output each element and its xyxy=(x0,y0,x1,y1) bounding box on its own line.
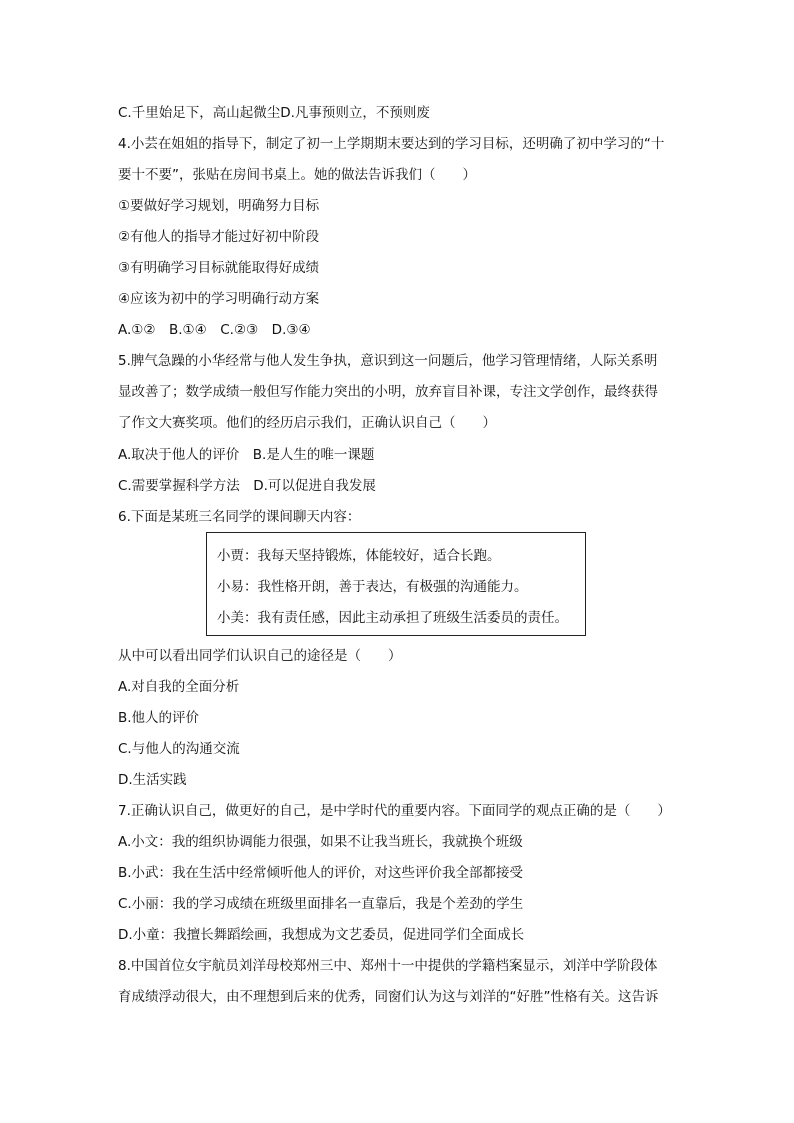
question-7-option-a: A.小文：我的组织协调能力很强，如果不让我当班长，我就换个班级 xyxy=(118,834,523,850)
question-5-text-line-3: 了作文大赛奖项。他们的经历启示我们，正确认识自己（ ） xyxy=(118,415,496,431)
question-7-text: 7.正确认识自己，做更好的自己，是中学时代的重要内容。下面同学的观点正确的是（ ） xyxy=(118,803,671,819)
question-7-option-d: D.小童：我擅长舞蹈绘画，我想成为文艺委员，促进同学们全面成长 xyxy=(118,927,525,943)
chat-line-xiaojia: 小贾：我每天坚持锻炼，体能较好，适合长跑。 xyxy=(217,548,501,564)
question-4-item-3: ③有明确学习目标就能取得好成绩 xyxy=(118,260,320,276)
question-5-options-a-b: A.取决于他人的评价 B.是人生的唯一课题 xyxy=(118,447,375,463)
question-6-option-d: D.生活实践 xyxy=(118,772,187,788)
chat-content-box xyxy=(206,532,586,636)
chat-line-xiaomei: 小美：我有责任感，因此主动承担了班级生活委员的责任。 xyxy=(217,610,568,626)
question-5-text-line-1: 5.脾气急躁的小华经常与他人发生争执，意识到这一问题后，他学习管理情绪，人际关系明 xyxy=(118,353,658,369)
question-8-text-line-2: 育成绩浮动很大，由不理想到后来的优秀，同窗们认为这与刘洋的“好胜”性格有关。这告诉 xyxy=(118,989,659,1005)
question-6-prompt: 从中可以看出同学们认识自己的途径是（ ） xyxy=(118,648,402,664)
question-6-option-b: B.他人的评价 xyxy=(118,710,200,726)
question-5-text-line-2: 显改善了；数学成绩一般但写作能力突出的小明，放弃盲目补课，专注文学创作，最终获得 xyxy=(118,384,658,400)
question-4-item-4: ④应该为初中的学习明确行动方案 xyxy=(118,291,320,307)
question-5-options-c-d: C.需要掌握科学方法 D.可以促进自我发展 xyxy=(118,478,376,494)
chat-line-xiaoyi: 小易：我性格开朗，善于表达，有极强的沟通能力。 xyxy=(217,579,528,595)
question-8-text-line-1: 8.中国首位女宇航员刘洋母校郑州三中、郑州十一中提供的学籍档案显示，刘洋中学阶段体 xyxy=(118,958,658,974)
question-7-option-c: C.小丽：我的学习成绩在班级里面排名一直靠后，我是个差劲的学生 xyxy=(118,896,524,912)
question-4-item-2: ②有他人的指导才能过好初中阶段 xyxy=(118,229,320,245)
question-6-option-c: C.与他人的沟通交流 xyxy=(118,741,240,757)
question-7-option-b: B.小武：我在生活中经常倾听他人的评价，对这些评价我全部都接受 xyxy=(118,865,524,881)
question-4-text-line-2: 要十不要”，张贴在房间书桌上。她的做法告诉我们（ ） xyxy=(118,167,476,183)
question-6-option-a: A.对自我的全面分析 xyxy=(118,679,240,695)
question-4-text-line-1: 4.小芸在姐姐的指导下，制定了初一上学期期末要达到的学习目标，还明确了初中学习的“十 xyxy=(118,136,665,152)
option-line-c-d: C.千里始足下，高山起微尘D.凡事预则立，不预则废 xyxy=(118,105,430,121)
question-6-text: 6.下面是某班三名同学的课间聊天内容： xyxy=(118,509,361,525)
question-4-item-1: ①要做好学习规划，明确努力目标 xyxy=(118,198,320,214)
question-4-options: A.①② B.①④ C.②③ D.③④ xyxy=(118,322,311,338)
